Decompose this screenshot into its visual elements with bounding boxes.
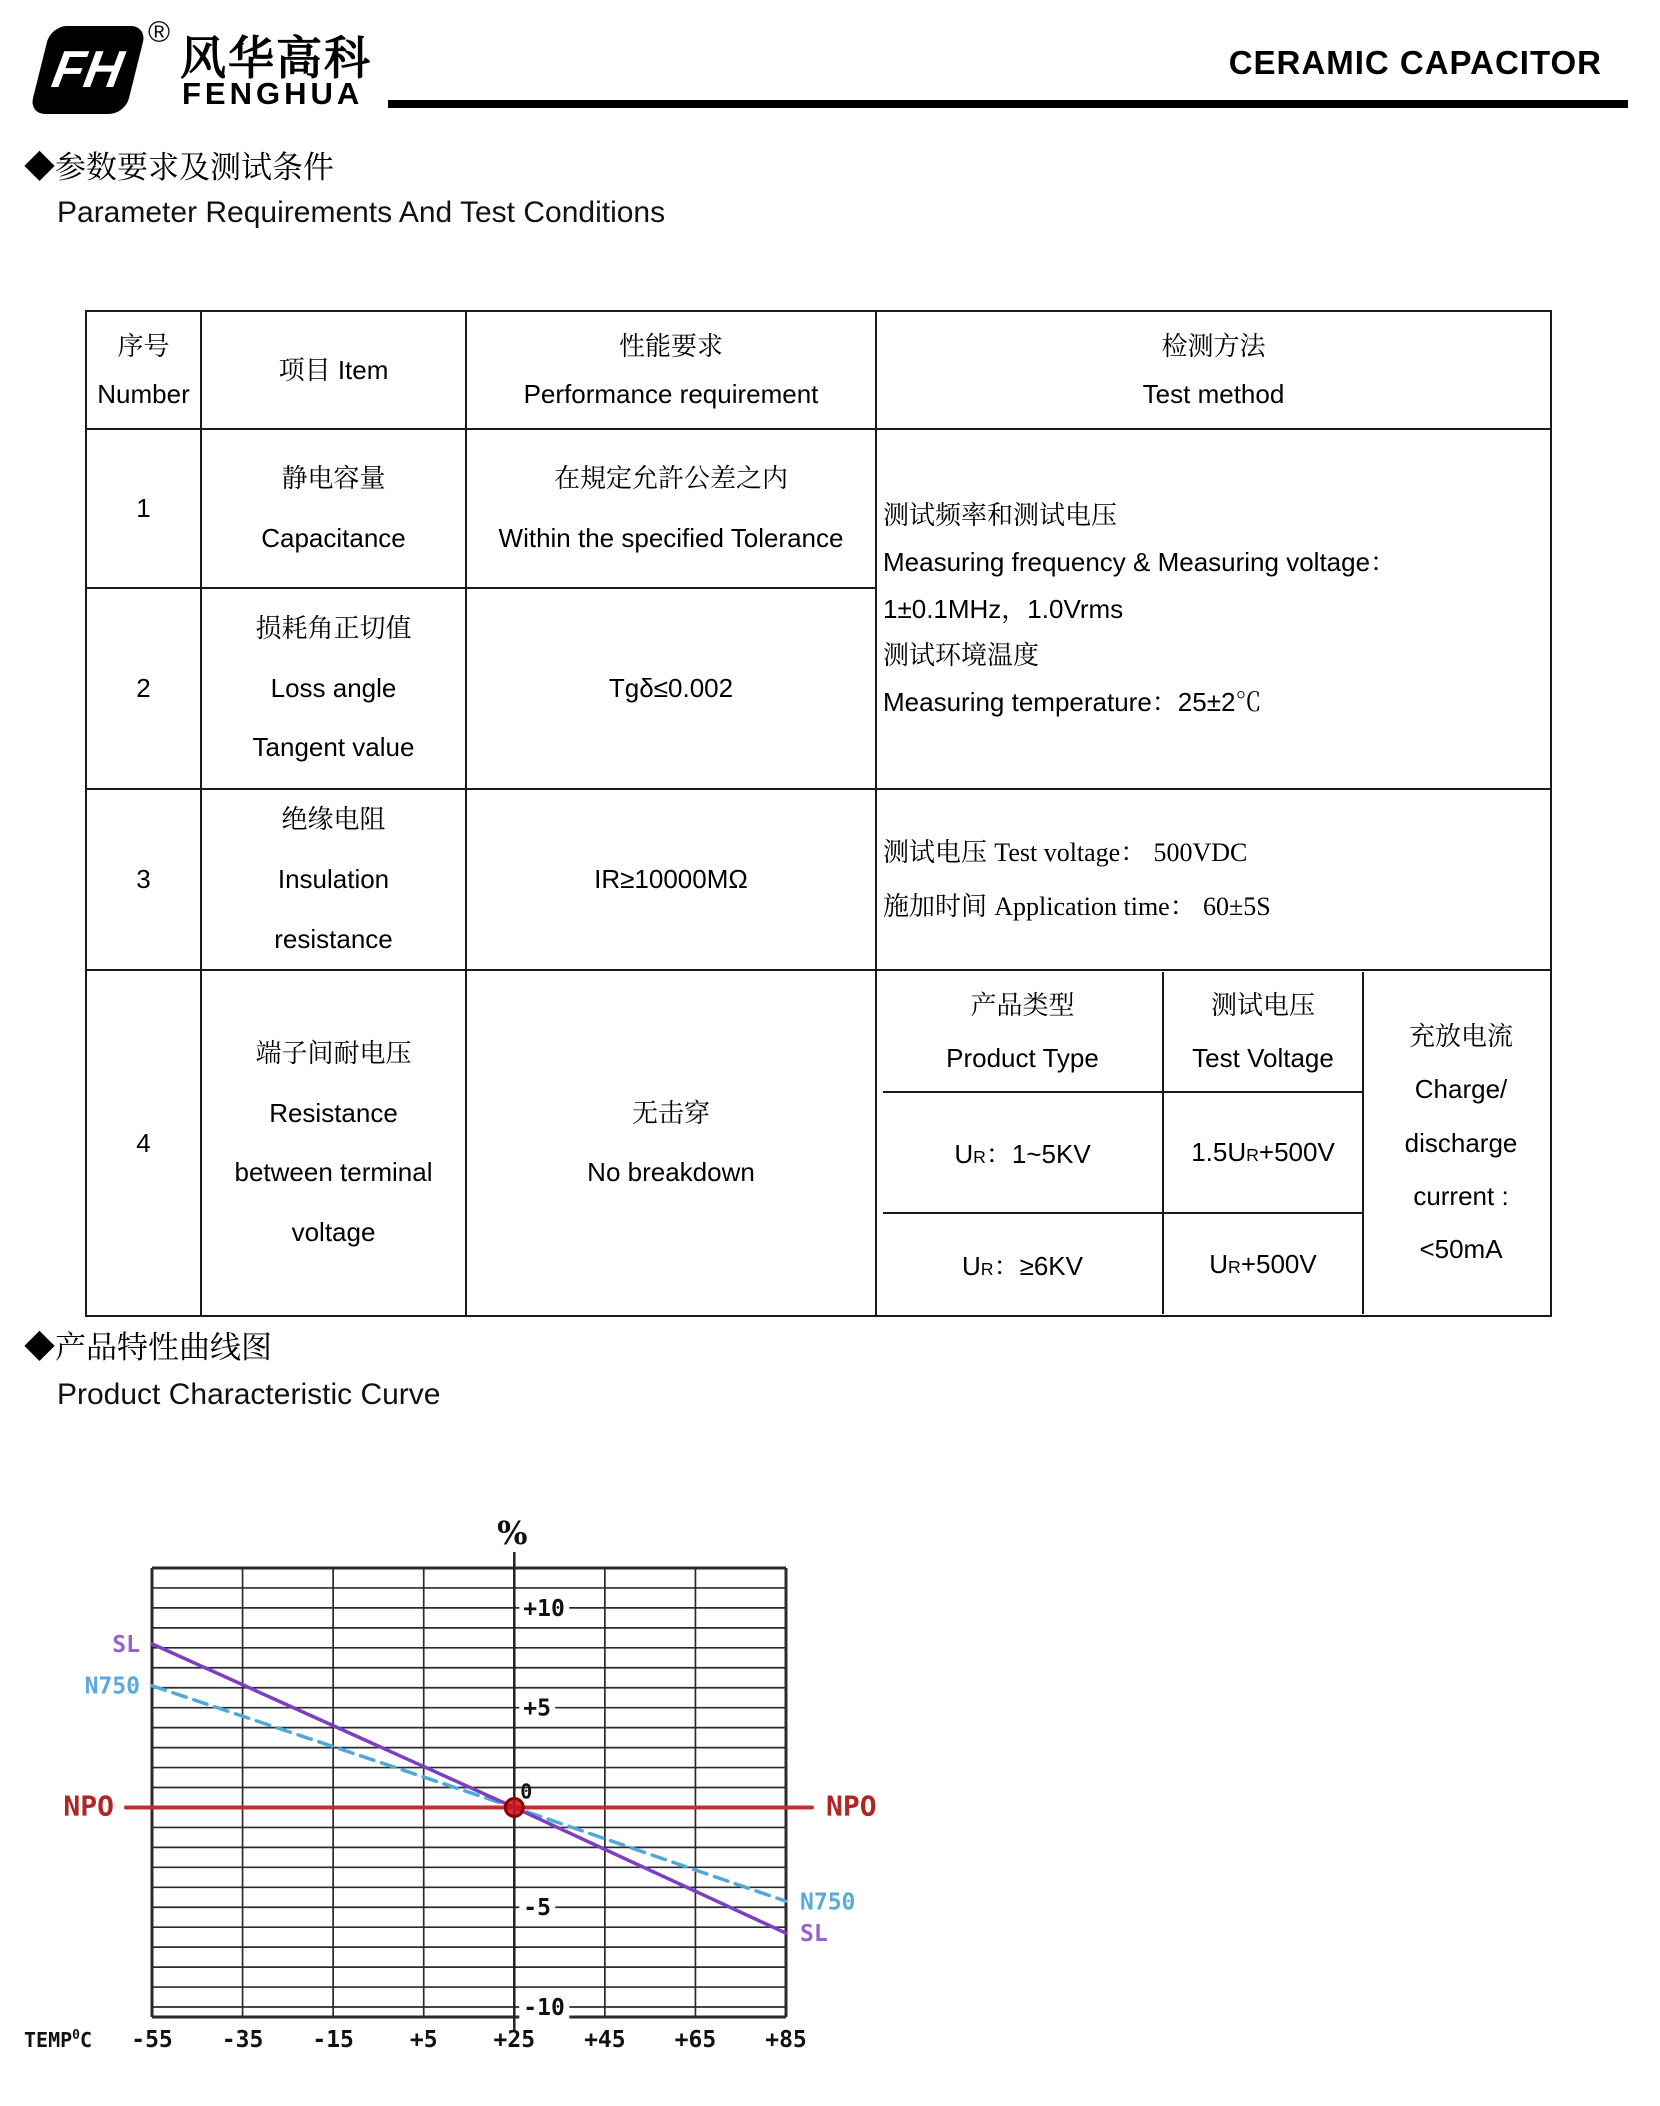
- y-tick-label: 0: [520, 1779, 533, 1804]
- x-tick-label: +45: [584, 2027, 626, 2053]
- registered-trademark-icon: ®: [148, 16, 171, 49]
- product-type-6kv: UR：≥6KV: [883, 1213, 1163, 1314]
- characteristic-curve-chart: [0, 1500, 900, 2106]
- row2-item: 损耗角正切值 Loss angle Tangent value: [201, 588, 466, 789]
- logo-monogram: FH: [48, 41, 128, 99]
- document-title: CERAMIC CAPACITOR: [1228, 44, 1602, 81]
- x-tick-label: -15: [312, 2027, 354, 2053]
- series-line-n750: [152, 1686, 786, 1902]
- series-label-left-sl: SL: [112, 1631, 140, 1658]
- y-tick-label: -5: [523, 1895, 551, 1922]
- header-item: 项目 Item: [201, 311, 466, 429]
- row1-number: 1: [86, 429, 201, 588]
- table-row-withstand-voltage: [86, 970, 1551, 1316]
- test-method-row3: 测试电压 Test voltage： 500VDC 施加时间 Application time： 60±5S: [876, 789, 1551, 970]
- series-label-right-n750: N750: [800, 1889, 856, 1916]
- test-method-rows1-2: 测试频率和测试电压 Measuring frequency & Measuring voltage： 1±0.1MHz，1.0Vrms 测试环境温度 Measuring temperature：25±2℃: [876, 429, 1551, 789]
- series-label-left-npo: NPO: [63, 1789, 114, 1823]
- fenghua-logo-icon: [29, 26, 147, 114]
- test-method-row4: [876, 970, 1551, 1316]
- row4-number: 4: [86, 970, 201, 1316]
- subheader-test-voltage: 测试电压 Test Voltage: [1163, 972, 1363, 1092]
- header-divider: [388, 100, 1628, 108]
- table-row-insulation-resistance: [86, 789, 1551, 970]
- section2-title-en: Product Characteristic Curve: [57, 1378, 441, 1411]
- product-type-1-5kv: UR：1~5KV: [883, 1092, 1163, 1213]
- charge-discharge-current-cell: 充放电流 Charge/ discharge current : <50mA: [1363, 972, 1558, 1314]
- series-label-right-npo: NPO: [826, 1789, 877, 1823]
- test-voltage-1-5kv: 1.5UR+500V: [1163, 1092, 1363, 1213]
- y-tick-label: -10: [523, 1995, 565, 2022]
- header-test-method: 检测方法 Test method: [876, 311, 1551, 429]
- row3-item: 绝缘电阻 Insulation resistance: [201, 789, 466, 970]
- x-tick-label: +65: [674, 2027, 717, 2053]
- section1-title-en: Parameter Requirements And Test Conditions: [57, 196, 666, 229]
- subtable-header-row: [883, 972, 1558, 1092]
- row1-performance: 在規定允許公差之内 Within the specified Tolerance: [466, 429, 876, 588]
- withstand-voltage-subtable: [883, 972, 1558, 1314]
- header-performance: 性能要求 Performance requirement: [466, 311, 876, 429]
- section1-title-cn: ◆参数要求及测试条件: [24, 150, 334, 185]
- x-tick-label: +25: [493, 2027, 536, 2053]
- row3-performance: IR≥10000MΩ: [466, 789, 876, 970]
- subheader-product-type: 产品类型 Product Type: [883, 972, 1163, 1092]
- row2-number: 2: [86, 588, 201, 789]
- row4-item: 端子间耐电压 Resistance between terminal voltage: [201, 970, 466, 1316]
- y-axis-unit-label: %: [497, 1514, 528, 1552]
- series-label-right-sl: SL: [800, 1921, 828, 1948]
- x-tick-label: +85: [765, 2027, 807, 2053]
- row4-performance: 无击穿 No breakdown: [466, 970, 876, 1316]
- y-tick-label: +5: [523, 1695, 551, 1722]
- parameter-table: [85, 310, 1552, 1317]
- brand-name-chinese: 风华高科: [180, 32, 372, 84]
- row2-performance: Tgδ≤0.002: [466, 588, 876, 789]
- y-tick-label: +10: [523, 1595, 565, 1622]
- section2-title-cn: ◆产品特性曲线图: [24, 1330, 272, 1365]
- table-header-row: [86, 311, 1551, 429]
- table-row-capacitance: [86, 429, 1551, 588]
- x-tick-label: -35: [221, 2027, 264, 2053]
- x-tick-label: +5: [409, 2027, 438, 2053]
- test-voltage-6kv: UR+500V: [1163, 1213, 1363, 1314]
- x-axis-title: TEMP$^0$C: [24, 2028, 93, 2052]
- row1-item: 静电容量 Capacitance: [201, 429, 466, 588]
- x-tick-label: -55: [131, 2027, 173, 2053]
- series-label-left-n750: N750: [84, 1673, 140, 1700]
- header-number: 序号 Number: [86, 311, 201, 429]
- brand-name-english: FENGHUA: [182, 76, 364, 111]
- row3-number: 3: [86, 789, 201, 970]
